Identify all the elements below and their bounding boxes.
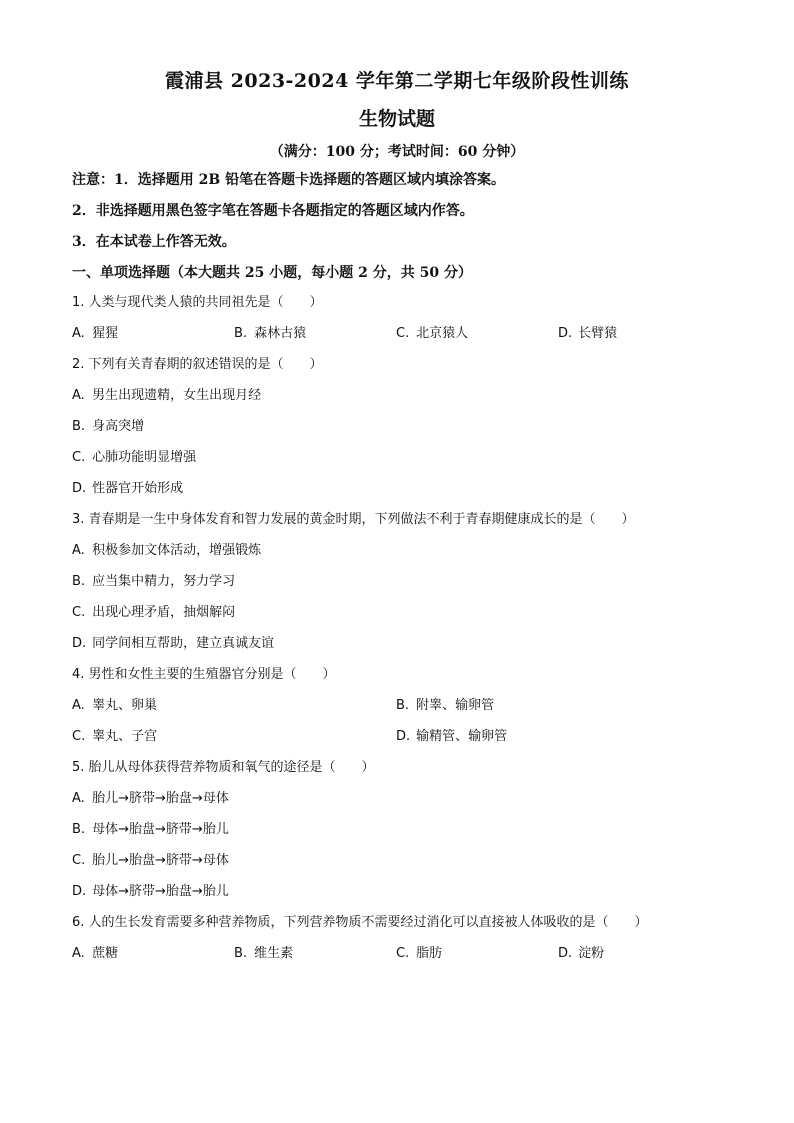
option-d: D. 性器官开始形成: [72, 481, 184, 496]
option-d: D. 母体→脐带→胎盘→胎儿: [72, 884, 229, 899]
options-row: [72, 696, 722, 716]
option-a: A. 胎儿→脐带→胎盘→母体: [72, 791, 229, 806]
option-b: B. 身高突增: [72, 419, 145, 434]
option-b: B. 森林古猿: [234, 326, 307, 341]
option-c: C. 心肺功能明显增强: [72, 450, 197, 465]
options-row: [72, 324, 722, 344]
option-a: A. 积极参加文体活动，增强锻炼: [72, 543, 262, 558]
option-c: C. 睾丸、子宫: [72, 729, 158, 744]
option-c: C. 出现心理矛盾，抽烟解闷: [72, 605, 236, 620]
instruction-1: 注意：1．选择题用 2B 铅笔在答题卡选择题的答题区域内填涂答案。: [72, 172, 506, 188]
question-stem: 4. 男性和女性主要的生殖器官分别是（ ）: [72, 667, 336, 682]
option-d: D. 长臂猿: [558, 326, 618, 341]
question-3: [72, 510, 722, 654]
question-4: [72, 665, 722, 747]
options-row: [72, 944, 722, 964]
option-b: B. 应当集中精力，努力学习: [72, 574, 236, 589]
question-5: [72, 758, 722, 902]
question-2: [72, 355, 722, 499]
option-c: C. 北京猿人: [396, 326, 469, 341]
exam-subject: 生物试题: [358, 108, 435, 130]
option-b: B. 附睾、输卵管: [396, 698, 495, 713]
question-6: [72, 913, 722, 964]
question-stem: 1. 人类与现代类人猿的共同祖先是（ ）: [72, 295, 323, 310]
section-heading: 一、单项选择题（本大题共 25 小题，每小题 2 分，共 50 分）: [72, 265, 472, 281]
instruction-2: 2．非选择题用黑色签字笔在答题卡各题指定的答题区域内作答。: [72, 203, 474, 219]
exam-meta: （满分：100 分；考试时间：60 分钟）: [269, 144, 525, 160]
option-a: A. 猩猩: [72, 326, 119, 341]
option-d: D. 同学间相互帮助，建立真诚友谊: [72, 636, 275, 651]
exam-title: 霞浦县 2023-2024 学年第二学期七年级阶段性训练: [165, 70, 629, 92]
option-b: B. 维生素: [234, 946, 294, 961]
option-a: A. 蔗糖: [72, 946, 119, 961]
question-stem: 5. 胎儿从母体获得营养物质和氧气的途径是（ ）: [72, 760, 375, 775]
option-a: A. 睾丸、卵巢: [72, 698, 158, 713]
question-1: [72, 293, 722, 344]
option-c: C. 胎儿→胎盘→脐带→母体: [72, 853, 229, 868]
question-stem: 6. 人的生长发育需要多种营养物质，下列营养物质不需要经过消化可以直接被人体吸收的是（ ）: [72, 915, 648, 930]
option-c: C. 脂肪: [396, 946, 443, 961]
options-row: [72, 727, 722, 747]
question-stem: 2. 下列有关青春期的叙述错误的是（ ）: [72, 357, 323, 372]
option-a: A. 男生出现遗精，女生出现月经: [72, 388, 262, 403]
option-d: D. 输精管、输卵管: [396, 729, 508, 744]
option-b: B. 母体→胎盘→脐带→胎儿: [72, 822, 229, 837]
instruction-3: 3．在本试卷上作答无效。: [72, 234, 236, 250]
option-d: D. 淀粉: [558, 946, 605, 961]
instructions: [72, 170, 722, 252]
question-stem: 3. 青春期是一生中身体发育和智力发展的黄金时期，下列做法不利于青春期健康成长的是（ ）: [72, 512, 635, 527]
